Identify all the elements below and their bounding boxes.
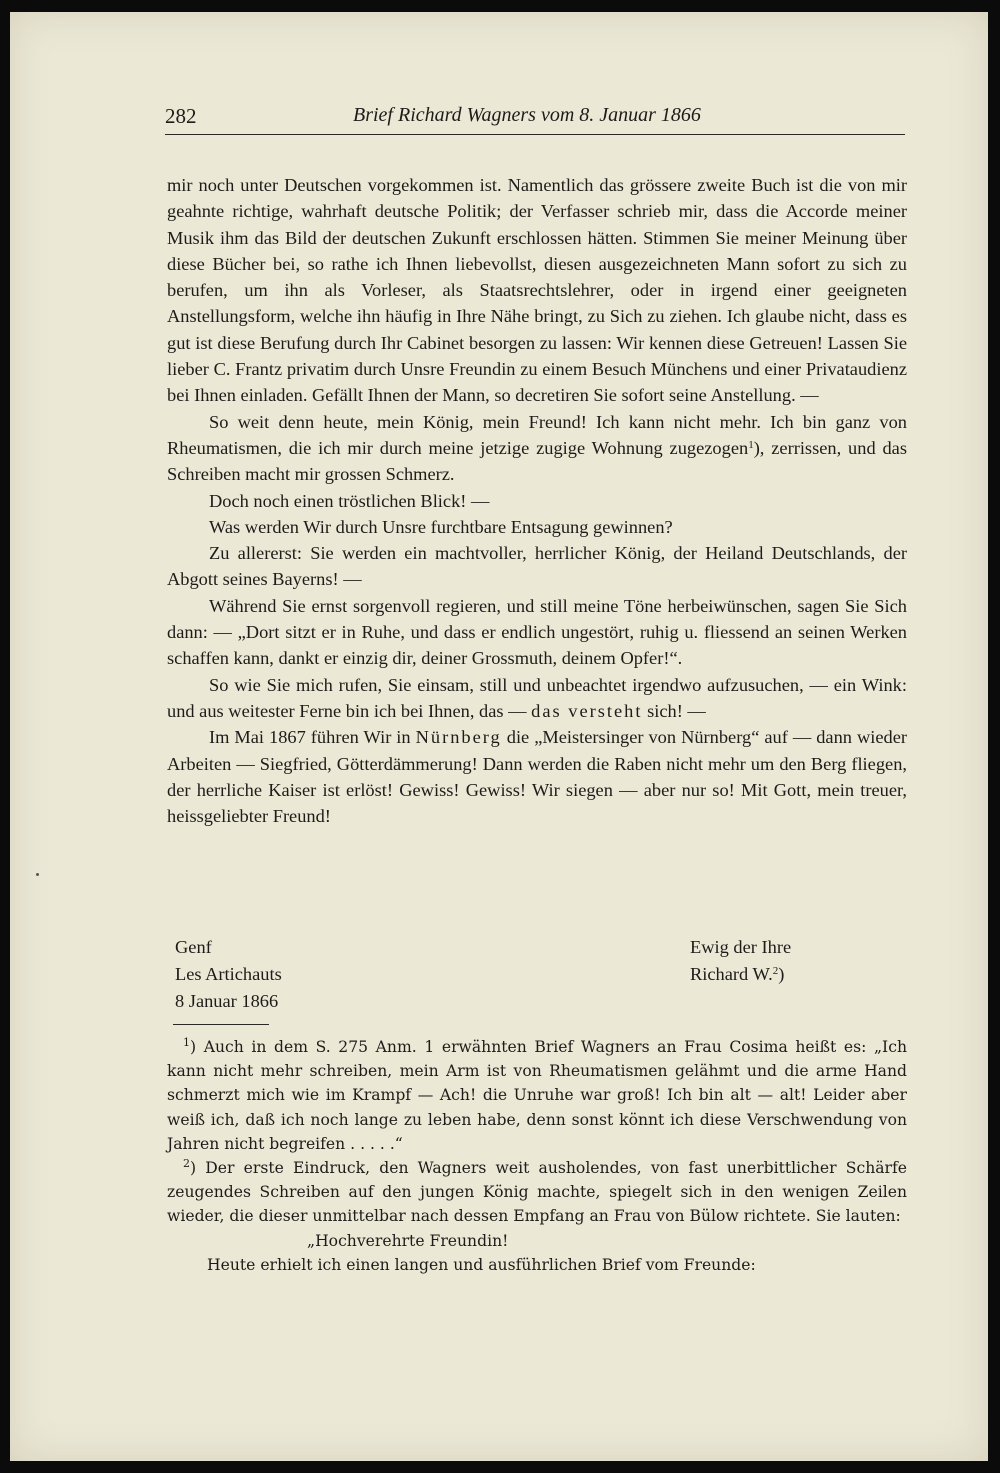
footnote-mark: 1 xyxy=(183,1036,190,1049)
paragraph xyxy=(167,672,907,725)
paragraph xyxy=(167,409,907,488)
text-span: die „Meistersinger von Nürnberg“ auf — dann wieder Arbeiten — Siegfried, Götterdämmerung! Dann werden die Raben nicht mehr um den Berg fliegen, der herrliche Kaiser ist erlöst! Gewiss! Gewiss! Wir siegen — aber nur so! Mit Gott, mein treuer, heissgeliebter Freund! xyxy=(167,727,907,827)
paper-speck xyxy=(36,873,39,876)
page-header xyxy=(165,104,905,135)
signature xyxy=(690,961,910,988)
book-page xyxy=(10,12,988,1461)
text-span: So weit denn heute, mein König, mein Freund! Ich kann nicht mehr. Ich bin ganz von Rheumatismen, die ich mir durch meine jetzige zugige Wohnung zugezogen xyxy=(167,411,907,458)
text-span: So wie Sie mich rufen, Sie einsam, still und unbeachtet irgendwo aufzusuchen, — ein Wink: und aus weitester Ferne bin ich bei Ihnen, das — xyxy=(167,674,907,721)
footnote-divider xyxy=(173,1024,269,1025)
place-and-date xyxy=(175,934,475,1014)
paragraph: Zu allererst: Sie werden ein machtvoller, herrlicher König, der Heiland Deutschlands, der Abgott seines Bayerns! — xyxy=(167,543,907,590)
footnotes xyxy=(167,1035,907,1277)
text-span: sich! — xyxy=(642,700,706,721)
signature-name: Richard W. xyxy=(690,963,773,984)
place-line: Genf xyxy=(175,937,212,957)
emphasis-spaced: das versteht xyxy=(531,700,643,721)
text-span: ) xyxy=(778,963,785,984)
footnote-text: ) Auch in dem S. 275 Anm. 1 erwähnten Brief Wagners an Frau Cosima heißt es: „Ich kann nicht mehr schreiben, mein Arm ist von Rheumatismen gelähmt und die arme Hand schmerzt mich wie im Krampf — Ach! die Unruhe war groß! Ich bin alt — alt! Leider aber weiß ich, daß ich noch lange zu leben habe, denn sonst könnt ich diese Verschwendung von Jahren nicht begreifen . . . . .“ xyxy=(167,1038,907,1153)
place-line: Les Artichauts xyxy=(175,963,282,984)
valediction: Ewig der Ihre xyxy=(690,937,792,957)
paragraph xyxy=(167,724,907,829)
quoted-salutation: „Hochverehrte Freundin! xyxy=(307,1231,509,1250)
date-line: 8 Januar 1866 xyxy=(175,990,279,1011)
footnote-mark: 2 xyxy=(183,1157,190,1171)
footnote-ref: 2 xyxy=(772,964,779,977)
quoted-text: Heute erhielt ich einen langen und ausführlichen Brief vom Freunde: xyxy=(207,1255,756,1274)
signature-block xyxy=(690,934,910,988)
emphasis-spaced: Nürnberg xyxy=(415,727,502,748)
paragraph: Was werden Wir durch Unsre furchtbare Entsagung gewinnen? xyxy=(209,516,673,537)
page-number: 282 xyxy=(165,104,197,128)
footnote-text: ) Der erste Eindruck, den Wagners weit ausholendes, von fast unerbittlicher Schärfe zeugendes Schreiben auf den jungen König machte, spiegelt sich in den wenigen Zeilen wieder, die dieser unmittelbar nach dessen Empfang an Frau von Bülow richtete. Sie lauten: xyxy=(167,1159,907,1226)
paragraph: Doch noch einen tröstlichen Blick! — xyxy=(209,490,490,511)
footnote-1 xyxy=(167,1035,907,1156)
text-span: ), zerrissen, und das Schreiben macht mir grossen Schmerz. xyxy=(167,437,907,485)
letter-body xyxy=(167,172,907,829)
paragraph: mir noch unter Deutschen vorgekommen ist. Namentlich das grössere zweite Buch ist die von mir geahnte richtige, wahrhaft deutsche Politik; der Verfasser schrieb mir, dass die Accorde meiner Musik ihm das Bild der deutschen Zukunft erschlossen hätten. Stimmen Sie meiner Meinung über diese Bücher bei, so rathe ich Ihnen liebevollst, diesen ausgezeichneten Mann sofort zu sich zu berufen, um ihn als Vorleser, als Staatsrechtslehrer, oder in irgend einer geeigneten Anstellungsform, welche ihn häufig in Ihre Nähe bringt, zu Sich zu ziehen. Ich glaube nicht, dass es gut ist diese Berufung durch Ihr Cabinet besorgen zu lassen: Wir kennen diese Getreuen! Lassen Sie lieber C. Frantz privatim durch Unsre Freundin zu einem Besuch Münchens und einer Privataudienz bei Ihnen einladen. Gefällt Ihnen der Mann, so decretiren Sie sofort seine Anstellung. — xyxy=(167,175,907,406)
running-title: Brief Richard Wagners vom 8. Januar 1866 xyxy=(353,104,701,126)
paragraph: Während Sie ernst sorgenvoll regieren, und still meine Töne herbeiwünschen, sagen Sie Sich dann: — „Dort sitzt er in Ruhe, und dass er endlich ungestört, ruhig u. fliessend an seinen Werken schaffen kann, dankt er einzig dir, deiner Grossmuth, deinem Opfer!“. xyxy=(167,595,907,669)
text-span: Im Mai 1867 führen Wir in xyxy=(209,727,416,748)
footnote-2 xyxy=(167,1156,907,1229)
footnote-ref: 1 xyxy=(748,438,754,451)
